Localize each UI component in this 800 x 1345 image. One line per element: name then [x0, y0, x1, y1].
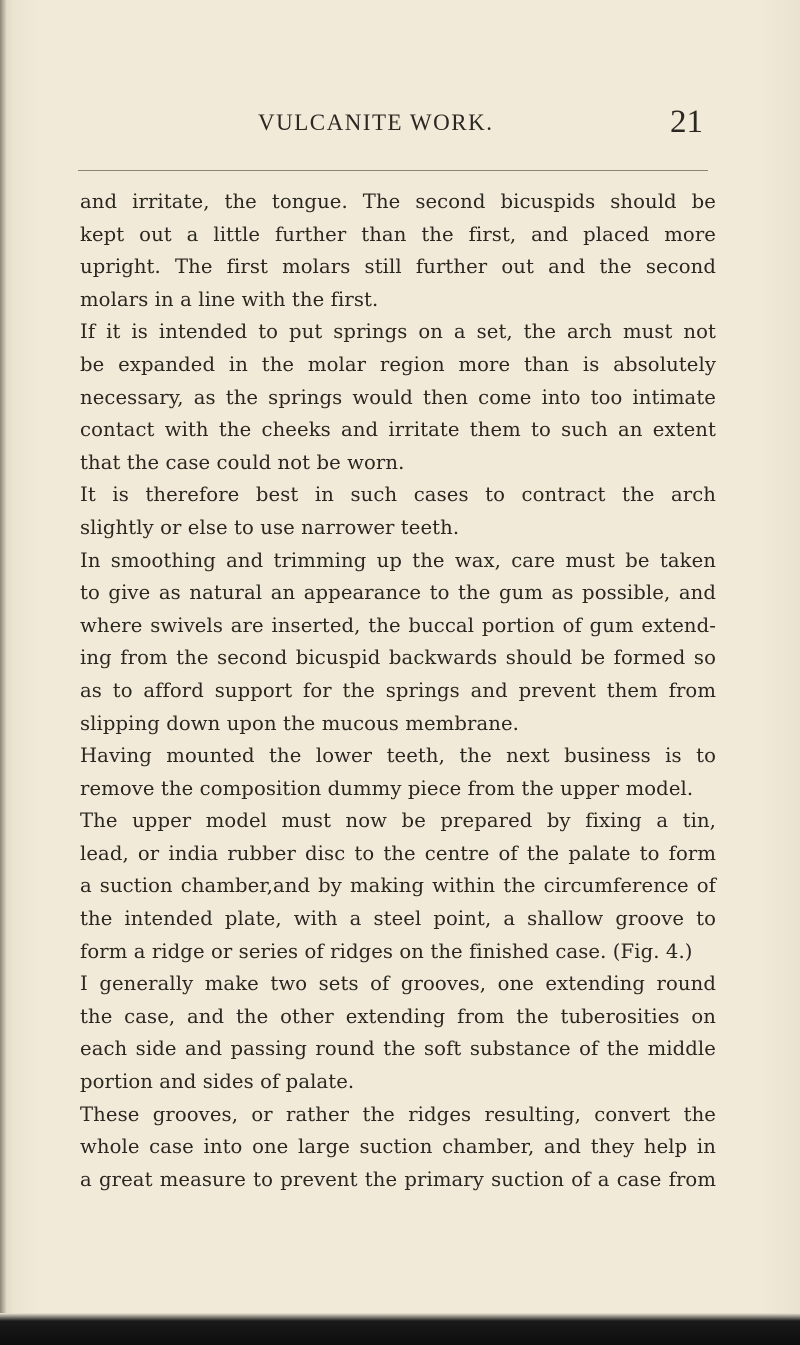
text-line: a great measure to prevent the primary suction of a case from	[80, 1167, 716, 1191]
scan-bottom-edge	[0, 1313, 800, 1345]
running-head	[0, 104, 800, 144]
text-line: necessary, as the springs would then come into too intimate	[80, 385, 716, 409]
text-line: that the case could not be worn.	[80, 450, 405, 474]
page-number: 21	[670, 104, 703, 140]
text-line: whole case into one large suction chamber, and they help in	[80, 1135, 716, 1159]
text-line: upright. The first molars still further out and the second	[80, 255, 716, 279]
text-line: each side and passing round the soft substance of the middle	[80, 1037, 716, 1061]
text-line: contact with the cheeks and irritate them to such an extent	[80, 418, 716, 442]
text-line: kept out a little further than the first, and placed more	[80, 222, 716, 246]
text-line: The upper model must now be prepared by fixing a tin,	[80, 809, 716, 833]
text-line: as to afford support for the springs and prevent them from	[80, 678, 716, 702]
text-line: I generally make two sets of grooves, one extending round	[80, 972, 716, 996]
text-line: and irritate, the tongue. The second bicuspids should be	[80, 190, 716, 213]
body-text	[80, 186, 716, 1196]
text-line: If it is intended to put springs on a set, the arch must not	[80, 320, 716, 344]
text-line: the case, and the other extending from the tuberosities on	[80, 1004, 716, 1028]
text-line: ing from the second bicuspid backwards should be formed so	[80, 646, 716, 670]
text-line: lead, or india rubber disc to the centre of the palate to form	[80, 841, 716, 865]
text-line: the intended plate, with a steel point, a shallow groove to	[80, 907, 716, 931]
text-line: to give as natural an appearance to the gum as possible, and	[80, 581, 716, 605]
text-line: These grooves, or rather the ridges resulting, convert the	[80, 1102, 716, 1126]
text-line: It is therefore best in such cases to contract the arch	[80, 483, 716, 507]
header-rule	[78, 170, 708, 171]
text-line: a suction chamber,and by making within the circumference of	[80, 874, 716, 898]
text-line: where swivels are inserted, the buccal portion of gum extend-	[80, 613, 716, 637]
text-line: slightly or else to use narrower teeth.	[80, 515, 460, 539]
text-line: molars in a line with the first.	[80, 287, 379, 311]
text-line: be expanded in the molar region more than is absolutely	[80, 352, 716, 376]
text-line: portion and sides of palate.	[80, 1070, 355, 1094]
text-line: In smoothing and trimming up the wax, care must be taken	[80, 548, 716, 572]
text-line: Having mounted the lower teeth, the next business is to	[80, 744, 716, 768]
running-title: VULCANITE WORK.	[258, 110, 494, 135]
text-line: form a ridge or series of ridges on the finished case. (Fig. 4.)	[80, 939, 693, 963]
page-spine-shadow	[0, 0, 6, 1345]
text-line: slipping down upon the mucous membrane.	[80, 711, 519, 735]
text-line: remove the composition dummy piece from the upper model.	[80, 776, 694, 800]
